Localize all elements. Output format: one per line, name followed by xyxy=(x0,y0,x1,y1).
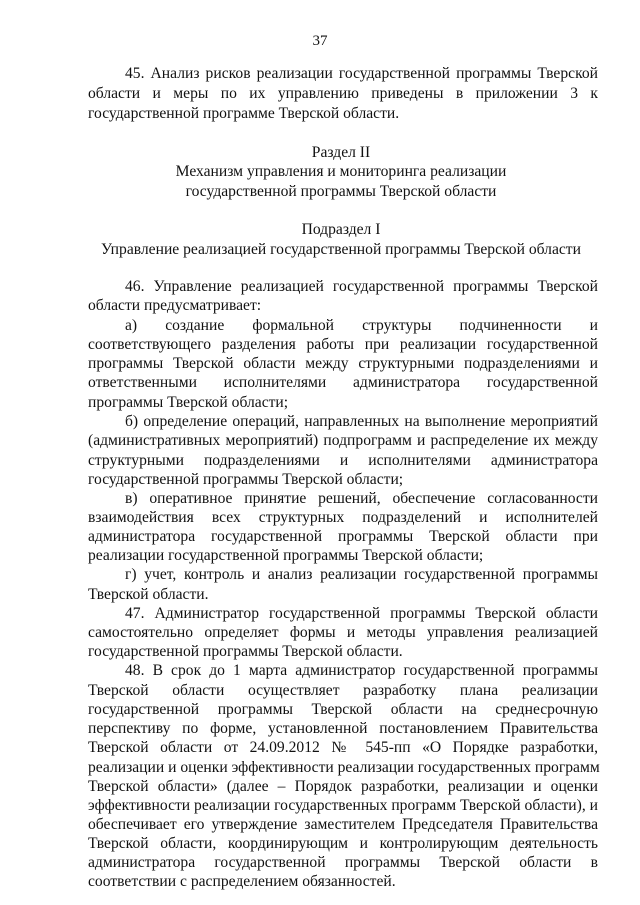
paragraph-47-line: самостоятельно определяет формы и методы управления реализацией xyxy=(88,624,598,641)
paragraph-46-line: а) создание формальной структуры подчиненности и xyxy=(125,317,598,334)
paragraph-46-line: 46. Управление реализацией государственной программы Тверской xyxy=(125,278,598,295)
page-number: 37 xyxy=(312,33,328,49)
paragraph-46-line: в) оперативное принятие решений, обеспечение согласованности xyxy=(125,490,598,507)
paragraph-47-line: государственной программы Тверской области. xyxy=(88,643,403,660)
paragraph-46-line: ответственными исполнителями администратора государственной xyxy=(88,374,598,391)
section-heading: Механизм управления и мониторинга реализации xyxy=(175,163,507,180)
paragraph-46-line: программы Тверской области между структурными подразделениями и xyxy=(88,355,598,372)
paragraph-48-line: Тверской области» (далее – Порядок разработки, реализации и оценки xyxy=(88,778,598,795)
paragraph-46-line: г) учет, контроль и анализ реализации государственной программы xyxy=(125,566,598,583)
paragraph-48-line: администратора государственной программы Тверской области в xyxy=(88,854,598,871)
paragraph-48-line: реализации и оценки эффективности реализации государственных программ xyxy=(88,759,600,776)
paragraph-46-line: программы Тверской области; xyxy=(88,394,289,411)
paragraph-48-line: 48. В срок до 1 марта администратор государственной программы xyxy=(125,662,598,679)
section-heading: государственной программы Тверской области xyxy=(185,183,497,200)
paragraph-46-line: (административных мероприятий) подпрограмм и распределение их между xyxy=(88,432,598,449)
paragraph-46-line: реализации государственной программы Тверской области; xyxy=(88,547,484,564)
paragraph-48-line: обеспечивает его утверждение заместителем Председателя Правительства xyxy=(88,816,598,833)
paragraph-48-line: эффективности реализации государственных программ Тверской области), и xyxy=(88,797,598,814)
paragraph-46-line: области предусматривает: xyxy=(88,297,262,314)
subsection-heading: Управление реализацией государственной программы Тверской области xyxy=(101,241,581,258)
paragraph-48-line: перспективу по форме, установленной постановлением Правительства xyxy=(88,720,598,737)
paragraph-48-line: государственной программы Тверской области на среднесрочную xyxy=(88,701,598,718)
paragraph-46-line: б) определение операций, направленных на выполнение мероприятий xyxy=(125,413,598,430)
paragraph-47-line: 47. Администратор государственной программы Тверской области xyxy=(125,605,598,622)
paragraph-46-line: взаимодействия всех структурных подразделений и исполнителей xyxy=(88,509,598,526)
paragraph-46-line: администратора государственной программы Тверской области при xyxy=(88,528,598,545)
subsection-title: Подраздел I xyxy=(301,221,381,238)
paragraph-45-line: 45. Анализ рисков реализации государственной программы Тверской xyxy=(125,65,598,82)
paragraph-45-line: области и меры по их управлению приведены в приложении 3 к xyxy=(88,85,598,102)
paragraph-46-line: Тверской области. xyxy=(88,586,209,603)
paragraph-46-line: государственной программы Тверской области; xyxy=(88,471,404,488)
paragraph-48-line: Тверской области, координирующим и контролирующим деятельность xyxy=(88,835,598,852)
paragraph-45-line: государственной программе Тверской области. xyxy=(88,105,400,122)
paragraph-46-line: соответствующего разделения работы при реализации государственной xyxy=(88,336,598,353)
section-title: Раздел II xyxy=(311,144,371,161)
paragraph-48-line: соответствии с распределением обязанностей. xyxy=(88,873,396,890)
paragraph-46-line: структурными подразделениями и исполнителями администратора xyxy=(88,452,598,469)
paragraph-48-line: Тверской области от 24.09.2012 № 545-пп «О Порядке разработки, xyxy=(88,739,598,756)
paragraph-48-line: Тверской области осуществляет разработку плана реализации xyxy=(88,682,598,699)
